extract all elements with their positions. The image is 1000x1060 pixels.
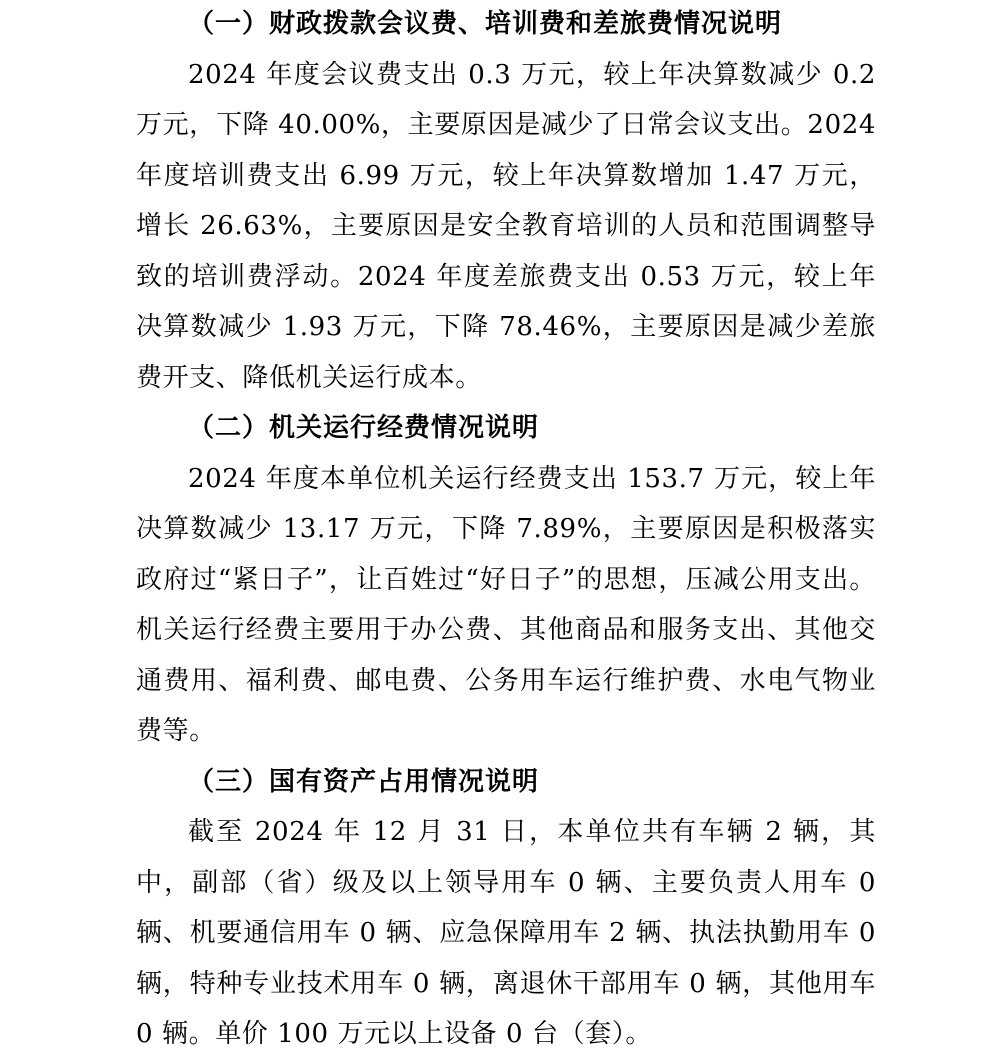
section-paragraph: 截至 2024 年 12 月 31 日，本单位共有车辆 2 辆，其中，副部（省）级及以上领导用车 0 辆、主要负责人用车 0 辆、机要通信用车 0 辆、应急保障用车 2 辆、执法执勤用车 0 辆，特种专业技术用车 0 辆，离退休干部用车 0 辆，其他用车 0 辆。单价 100 万元以上设备 0 台（套）。 (136, 817, 876, 1049)
section-state-assets (136, 757, 876, 1060)
section-meeting-training-travel (136, 0, 876, 403)
section-operating-expenses (136, 403, 876, 757)
document-page (136, 0, 876, 1060)
section-heading: （二）机关运行经费情况说明 (188, 413, 540, 443)
section-heading: （三）国有资产占用情况说明 (188, 766, 540, 797)
section-paragraph: 2024 年度会议费支出 0.3 万元，较上年决算数减少 0.2 万元，下降 40.00%，主要原因是减少了日常会议支出。2024 年度培训费支出 6.99 万元，较上年决算数增加 1.47 万元，增长 26.63%，主要原因是安全教育培训的人员和范围调整导致的培训费浮动。2024 年度差旅费支出 0.53 万元，较上年决算数减少 1.93 万元，下降 78.46%，主要原因是减少差旅费开支、降低机关运行成本。 (136, 59, 876, 393)
section-heading: （一）财政拨款会议费、培训费和差旅费情况说明 (188, 9, 783, 39)
section-paragraph: 2024 年度本单位机关运行经费支出 153.7 万元，较上年决算数减少 13.17 万元，下降 7.89%，主要原因是积极落实政府过“紧日子”，让百姓过“好日子”的思想，压减公用支出。机关运行经费主要用于办公费、其他商品和服务支出、其他交通费用、福利费、邮电费、公务用车运行维护费、水电气物业费等。 (136, 463, 876, 746)
